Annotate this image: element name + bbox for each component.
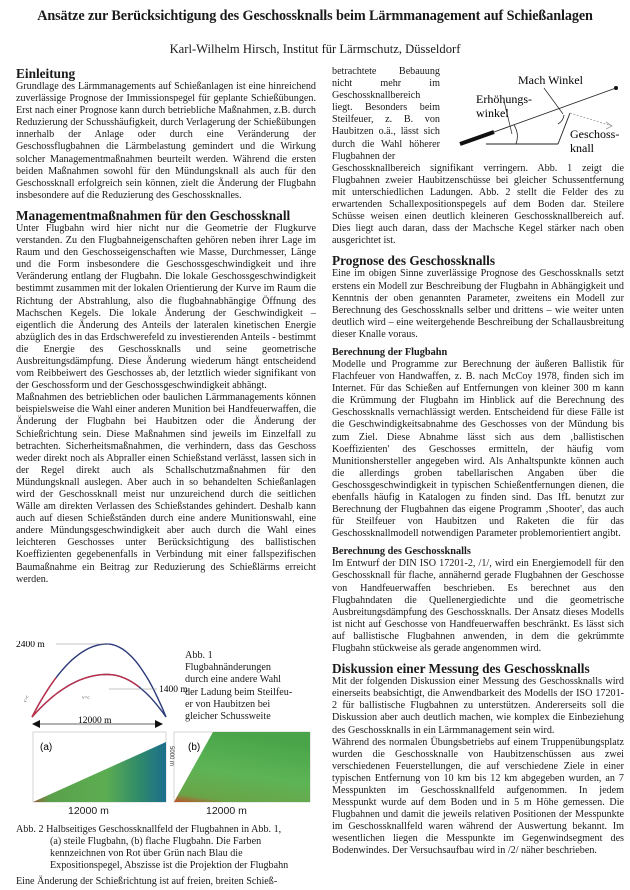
right-column: [332, 66, 624, 858]
panel-a-label: (a): [40, 742, 53, 753]
label-elevation-2: winkel: [476, 106, 509, 120]
left-column: [16, 66, 316, 586]
paragraph-geschossknall: Im Entwurf der DIN ISO 17201-2, /1/, wird ein Energiemodell für den Geschossknall für flache, annähernd gerade Flugbahnen der Geschosse von Handfeuerwaffen beschrieben. Es berechnet aus den Flugbahndaten die Quellenergiedichte und die geometrische Ausbreitungsdämpfung des Geschossknalls. Der Ansatz dieses Modells ist nicht auf Geschosse von Handfeuerwaffen beschränkt. Es lässt sich auf ballistische Flugbahnen anwenden, in dem die gekrümmte Flugbahn stückweise als gerade angenommen wird.: [332, 558, 624, 655]
paragraph-tail: Eine Änderung der Schießrichtung ist auf freien, breiten Schieß-: [16, 876, 278, 887]
trajectory-high: [32, 644, 166, 717]
label-range: 12000 m: [78, 716, 112, 726]
caption-line: durch eine andere Wahl: [185, 674, 282, 686]
figure-2-caption: [16, 824, 316, 872]
y-axis-label: 5000 m: [168, 746, 174, 767]
paragraph-management-1: Unter Flugbahn wird hier nicht nur die Geometrie der Flugkurve verstanden. Zu den Flugbahneigenschaften gehören neben ihrer Lage im Raum und den Geschosseigenschaften wie Masse, Durchmesser, Länge und die Form insbesondere die Geschossgeschwindigkeit und ihre Veränderung entlang der Flugbahn. Die lokale Geschossgeschwindigkeit bestimmt zusammen mit der lokalen Orientierung der Kurve im Raum die Richtung der Abstrahlung, also die flugbahnabhängige Öffnung des Machschen Kegels. Die lokale Änderung der Geschwindigkeit – eigentlich die Änderung des Anteils der lateralen kinetischen Energie abzüglich des in das Erdschwerefeld zu investierenden Anteils - bestimmt die Energie des Geschossknalls und seine geometrische Ausbreitungsdämpfung. Diese Änderung wiederum hängt entscheidend vom Reibbeiwert des Geschosses ab, der letztlich wieder signifikant von der Geschossform und der Geschossgeschwindigkeit abhängt.: [16, 222, 316, 392]
projectile-dot: [614, 86, 618, 90]
caption-line: Flugbahnänderungen: [185, 662, 272, 674]
paper-title: Ansätze zur Berücksichtigung des Geschossknalls beim Lärmmanagement auf Schießanlagen: [37, 8, 593, 24]
paragraph-right-intro: Geschossknallbereich signifikant verringern. Abb. 1 zeigt die Flugbahnen zweier Haubitzenschüsse bei gleicher Schussentfernung mit unterschiedlichen Ladungen. Abb. 2 stellt die Felder des zu erwartenden Schallexpositionspegels auf dem Boden dar. Steilere Schüsse weisen einen deutlich kleineren Geschossknallbereich auf. Dies liegt auch daran, dass der Machsche Kegel stärker nach oben ausgerichtet ist.: [332, 162, 624, 247]
range-arrow-left: [32, 720, 40, 728]
caption-line: der Ladung beim Steilfeu-: [185, 686, 293, 698]
caption-line: er von Haubitzen bei: [185, 698, 271, 710]
paragraph-prognose: Eine im obigen Sinne zuverlässige Prognose des Geschossknalls setzt erstens ein Modell zur Beschreibung der Flugbahn in Abhängigkeit und Kenntnis der oben genannten Parameter, zweitens ein Modell zur Berechnung des Geschossknalls selber und drittens – wie weiter unten deutlich wird – eine weitergehende Beschreibung der Schallausbreitung dieser Knalle voraus.: [332, 268, 624, 340]
heading-geschossknall: Berechnung des Geschossknalls: [332, 546, 471, 558]
heading-prognose: Prognose des Geschossknalls: [332, 253, 496, 269]
range-arrow-right: [155, 720, 163, 728]
figure-2-field-plots: [16, 728, 316, 804]
paragraph-flugbahn: Modelle und Programme zur Berechnung der äußeren Ballistik für Flachfeuer von Handwaffen, z. B. nach McCoy 1978, finden sich im Internet. Für das Schießen auf Entfernungen von kleiner 300 m kann die Krümmung der Flugbahn im Hinblick auf die Berechnung des Geschossknalls vernachlässigt werden. Entscheidend für diese Fälle ist die Geschwindigkeitsabnahme des Geschosses von der Mündung bis zum Ziel. Diese Abnahme lässt sich aus dem ‚ballistischen Koeffizienten' des Geschosses ermitteln, der häufig vom Munitionshersteller angegeben wird. Als Anhaltspunkte können auch die allerdings groben tabellarischen Angaben über die Geschossgeschwindigkeit in typischen Schießentfernungen dienen, die ebenfalls häufig in Katalogen zu finden sind. Das IfL benutzt zur Berechnung der Flugbahnen das eigene Programm ‚Shooter', das auch für Steilfeuer von Haubitzen und Raketen die für das Geschossknallmodell notwendigen Parameter problemorientiert angibt.: [332, 358, 624, 540]
cone-line: [558, 113, 570, 144]
panel-b-label: (b): [188, 742, 201, 753]
caption-line: gleicher Schussweite: [185, 711, 271, 723]
paragraph-diskussion-1: Mit der folgenden Diskussion einer Messung des Geschossknalls wird einerseits beabsichtigt, die Anwendbarkeit des Modells der ISO 17201-2 für ballistische Flugbahnen zu unterstützen. Andererseits soll die Diskussion aber auch deutlich machen, wie komplex die Einbeziehung des Geschossknalls in ein Lärmmanagement sein wird.: [332, 676, 624, 736]
paragraph-diskussion-2: Während des normalen Übungsbetriebs auf einem Truppenübungsplatz wurden die Geschossknalle von Haubitzenschüssen aus zwei verschiedenen Feuerstellungen, die auf verschiedene Ziele in einer typischen Entfernung von 10 km bis 12 km abgegeben wurden, an 7 Messpunkten im Geschossknallfeld aufgenommen. In jedem Messpunkt wurde auf dem Boden und in 5 m Höhe gemessen. Die Flugbahnen und damit die jeweils relativen Positionen der Messpunkte im Geschossknallfeld waren während der Auswertung bekannt. Im wesentlichen liegen die Messpunkte im Gegenwindsegment des Bodenwindes. Der Versuchsaufbau wird in /2/ näher beschrieben.: [332, 736, 624, 857]
shock-arrow: [570, 113, 612, 126]
paragraph-right-intro-wrapped: betrachtete Bebauung nicht mehr im Geschossknallbereich liegt. Besonders beim Steilfeuer, z. B. von Haubitzen o.ä., lässt sich durch die Wahl höherer Flugbahnen der: [332, 66, 440, 162]
x-axis-label-b: 12000 m: [206, 805, 247, 817]
label-apex-high: 2400 m: [16, 641, 45, 650]
caption-first: Abb. 2 Halbseitiges Geschossknallfeld der Flugbahnen in Abb. 1,: [16, 824, 282, 835]
label-mach-angle: Mach Winkel: [518, 73, 583, 87]
heading-diskussion: Diskussion einer Messung des Geschossknalls: [332, 661, 590, 677]
label-knall-1: Geschoss-: [570, 127, 620, 141]
caption-line: Abb. 1: [185, 650, 213, 661]
author-line: Karl-Wilhelm Hirsch, Institut für Lärmschutz, Düsseldorf: [169, 42, 461, 56]
label-v-high: v>c: [23, 694, 31, 704]
trajectory-low: [32, 674, 166, 717]
paragraph-einleitung: Grundlage des Lärmmanagements auf Schießanlagen ist eine hinreichend zuverlässige Prognose der Immissionspegel für geplante Schießübungen. Erst nach einer Prognose kann durch betriebliche Maßnahmen, z.B. durch Reduzierung der Schusshäufigkeit, durch Verlagerung der Schießübungen innerhalb der Anlage oder durch eine Veränderung der Geschossflugbahnen die Lärmbelastung gemindert und die Wirkung solcher Managementmaßnahmen beurteilt werden. Während die ersten beiden Maßnahmen sowohl für den Mündungsknall als auch für den Geschossknall erfolgreich sein können, zielt die Änderung der Flugbahn insbesondere auf die Reduzierung des Geschossknalles.: [16, 81, 316, 201]
mach-angle-diagram: [446, 66, 624, 161]
heading-einleitung: Einleitung: [16, 66, 76, 81]
label-elevation-1: Erhöhungs-: [476, 92, 532, 106]
heading-flugbahn: Berechnung der Flugbahn: [332, 346, 448, 358]
figure-1-caption: [185, 650, 320, 723]
x-axis-label-a: 12000 m: [68, 805, 109, 817]
paragraph-management-2: Maßnahmen des betrieblichen oder baulichen Lärmmanagements können beispielsweise die Wahl einer anderen Munition bei Handfeuerwaffen, die Änderung der Flugbahn bei Haubitzen oder die Änderung der Schießrichtung sein. Diese Maßnahmen sind jeweils im Einzelfall zu betrachten. Sicherheitsmaßnahmen, die verhindern, dass das Geschoss weder direkt noch als Abpraller einen Schießstand verlässt, lassen sich in der Regel direkt auch als Schallschutzmaßnahmen für den Mündungsknall auslegen. Aber auch in so behandelten Schießanlagen wird der Geschossknall meist nur unzureichend durch die seitlichen Wälle am direkten Verlassen des Schießstandes gehindert. Deshalb kann auch auf diesen Schießständen durch eine andere Munitionswahl, eine andere Mündungsgeschwindigkeit aber auch durch die Wahl eines leichteren Geschosses unter Berücksichtigung des ballistischen Koeffizienten gegebenenfalls in Verbindung mit einer fallspezifischen Baumaßnahme ein Beitrag zur Reduzierung des Schießlärms erreicht werden.: [16, 392, 316, 585]
label-v-low: v=c: [82, 696, 90, 701]
caption-rest: (a) steile Flugbahn, (b) flache Flugbahn. Die Farben kennzeichnen von Rot über Grün nach Blau die Expositionspegel, Abszisse ist die Projektion der Flugbahn: [50, 836, 289, 872]
figure-2-xlabels: [16, 805, 316, 819]
barrel: [460, 132, 494, 144]
label-apex-low: 1400 m: [159, 685, 188, 695]
label-knall-2: knall: [570, 141, 594, 155]
heading-management: Managementmaßnahmen für den Geschossknall: [16, 207, 291, 223]
